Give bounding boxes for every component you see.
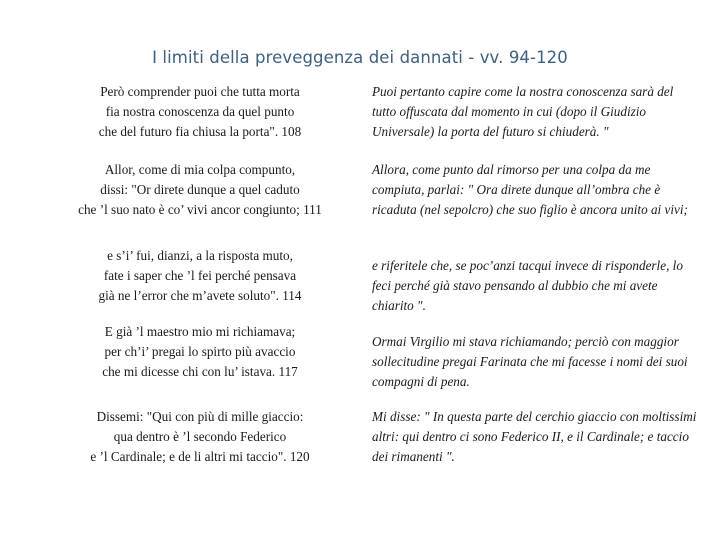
verse-block <box>50 407 350 467</box>
paraphrase-text: e riferitele che, se poc’anzi tacqui invece di risponderle, lo feci perché già stavo pensando al dubbio che mi avete chiarito ". <box>372 258 683 313</box>
verse-block <box>50 322 350 382</box>
paraphrase-text: Puoi pertanto capire come la nostra conoscenza sarà del tutto offuscata dal momento in cui (dopo il Giudizio Universale) la porta del futuro si chiuderà. " <box>372 84 674 139</box>
verse-line: che mi dicesse chi con lu’ istava. 117 <box>102 364 298 379</box>
paraphrase-text: Mi disse: " In questa parte del cerchio giaccio con moltissimi altri: qui dentro ci sono Federico II, e il Cardinale; e taccio dei rimanenti ". <box>372 409 697 464</box>
verse-line: fate i saper che ’l fei perché pensava <box>103 268 297 283</box>
paraphrase-text: Ormai Virgilio mi stava richiamando; perciò con maggior sollecitudine pregai Farinata che mi facesse i nomi dei suoi compagni di pena. <box>372 334 688 389</box>
verse-line: già ne l’error che m’avete soluto". 114 <box>98 288 302 303</box>
verse-line: dissi: "Or direte dunque a quel caduto <box>100 182 300 197</box>
verse-line: e s’i’ fui, dianzi, a la risposta muto, <box>107 248 293 263</box>
verse-line: Dissemi: "Qui con più di mille giaccio: <box>96 409 304 424</box>
verse-line: fia nostra conoscenza da quel punto <box>105 104 295 119</box>
verse-line: che del futuro fia chiusa la porta". 108 <box>98 124 302 139</box>
verse-line: e ’l Cardinale; e de li altri mi taccio". 120 <box>90 449 310 464</box>
verse-line: che ’l suo nato è co’ vivi ancor congiunto; 111 <box>78 202 322 217</box>
verse-line: per ch’i’ pregai lo spirto più avaccio <box>104 344 296 359</box>
verse-block <box>50 82 350 142</box>
verse-block <box>50 246 350 306</box>
page-title: I limiti della preveggenza dei dannati - vv. 94-120 <box>152 48 568 67</box>
verse-line: E già ’l maestro mio mi richiamava; <box>104 324 296 339</box>
verse-line: qua dentro è ’l secondo Federico <box>113 429 287 444</box>
verse-line: Allor, come di mia colpa compunto, <box>104 162 296 177</box>
verse-block <box>50 160 350 220</box>
paraphrase-text: Allora, come punto dal rimorso per una colpa da me compiuta, parlai: " Ora direte dunque all’ombra che è ricaduta (nel sepolcro) che suo figlio è ancora unito ai vivi; <box>372 162 688 217</box>
verse-line: Però comprender puoi che tutta morta <box>100 84 300 99</box>
